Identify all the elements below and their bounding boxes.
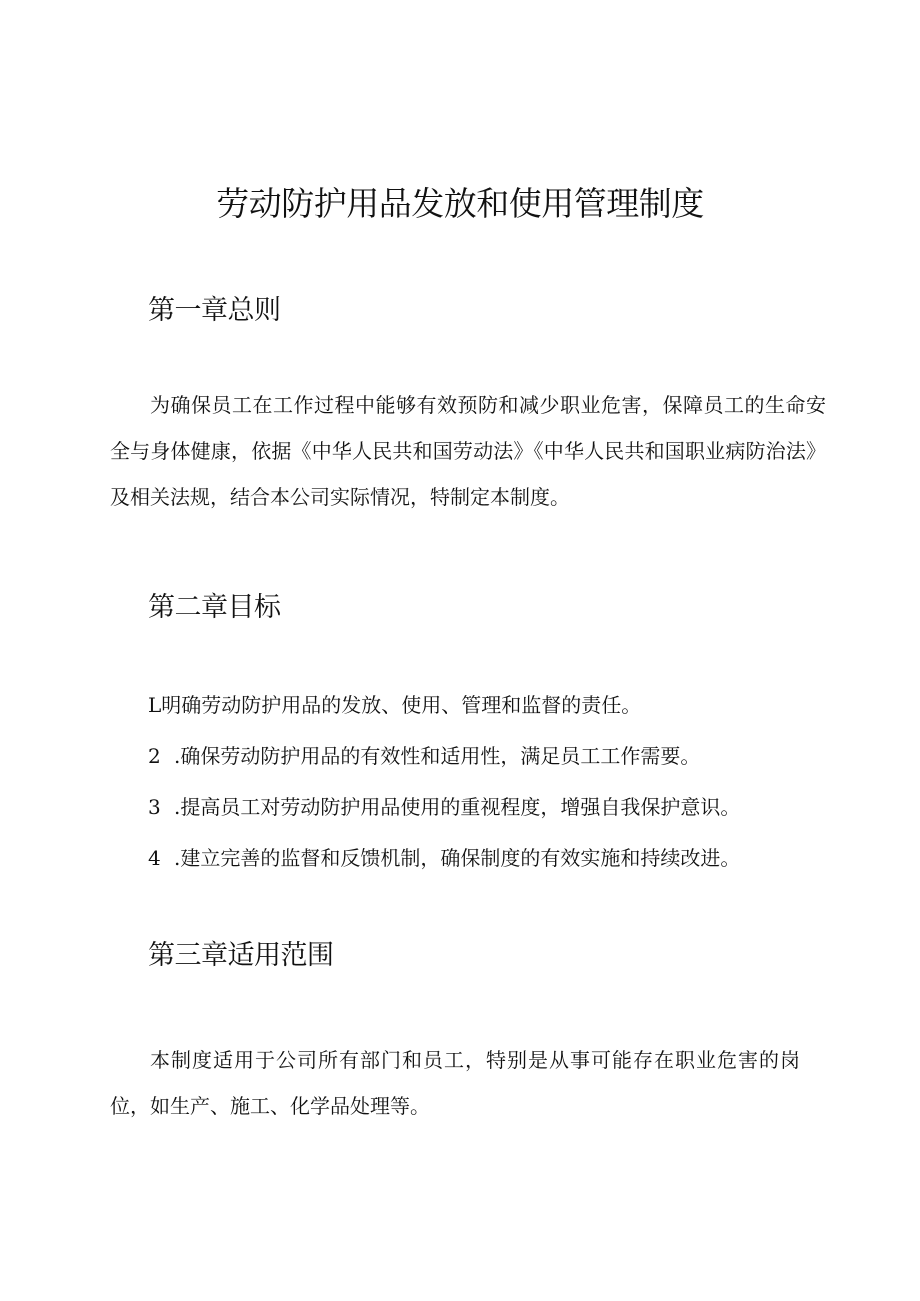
- list-item: [148, 790, 740, 841]
- chapter-1-paragraph: 为确保员工在工作过程中能够有效预防和减少职业危害，保障员工的生命安全与身体健康，依据《中华人民共和国劳动法》《中华人民共和国职业病防治法》及相关法规，结合本公司实际情况，特制定本制度。: [110, 393, 826, 509]
- list-item: [148, 688, 740, 739]
- list-item: [148, 739, 740, 790]
- chapter-2-heading: 第二章目标: [148, 592, 281, 623]
- list-item-number: 3: [148, 795, 161, 819]
- document-title: 劳动防护用品发放和使用管理制度: [216, 184, 704, 223]
- list-item-number: 2: [148, 744, 161, 768]
- chapter-3-heading: 第三章适用范围: [148, 940, 334, 971]
- goals-list: [148, 688, 740, 892]
- list-item-text: .提高员工对劳动防护用品使用的重视程度，增强自我保护意识。: [174, 795, 741, 819]
- chapter-1-heading: 第一章总则: [148, 295, 281, 326]
- list-item: [148, 841, 740, 892]
- list-item-number: 4: [148, 846, 161, 870]
- list-item-text: .建立完善的监督和反馈机制，确保制度的有效实施和持续改进。: [174, 846, 741, 870]
- chapter-3-paragraph: 本制度适用于公司所有部门和员工，特别是从事可能存在职业危害的岗位，如生产、施工、化学品处理等。: [110, 1048, 800, 1118]
- list-item-text: L明确劳动防护用品的发放、使用、管理和监督的责任。: [148, 693, 642, 717]
- list-item-text: .确保劳动防护用品的有效性和适用性，满足员工工作需要。: [174, 744, 701, 768]
